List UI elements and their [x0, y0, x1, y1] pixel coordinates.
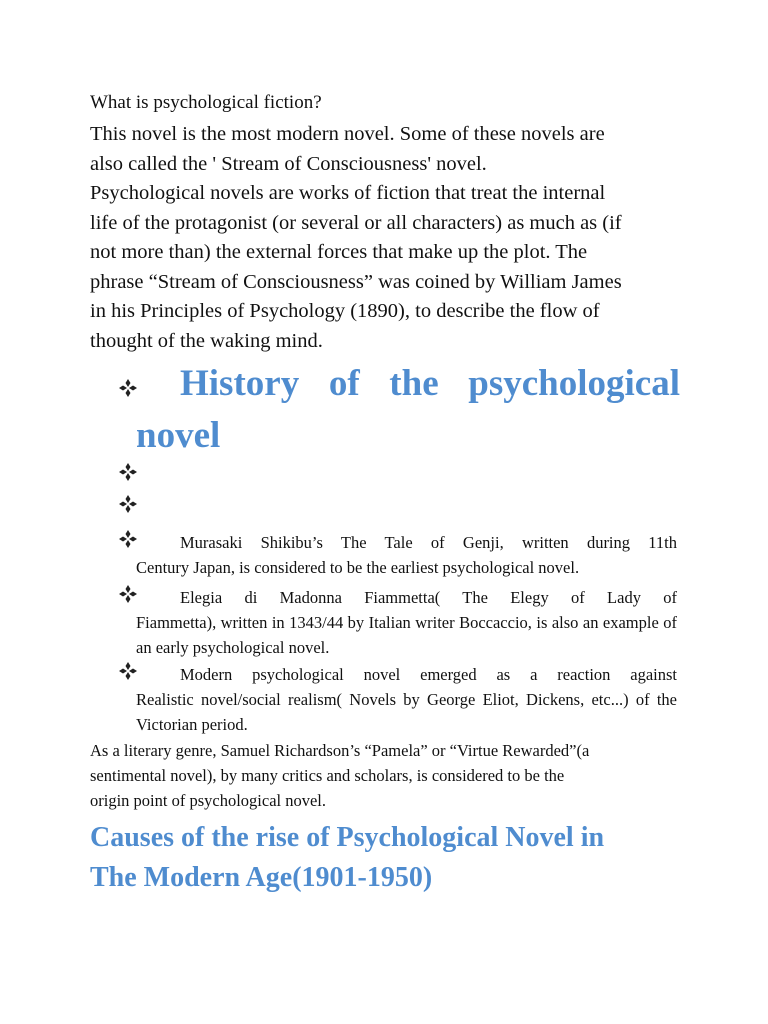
origin-line: origin point of psychological novel.: [90, 791, 327, 810]
bullet-lead-line: Murasaki Shikibu’s The Tale of Genji, written during 11th: [180, 533, 677, 552]
causes-heading: [90, 818, 690, 898]
bullet-rest: Century Japan, is considered to be the earliest psychological novel.: [136, 558, 580, 577]
bullet-rest: Realistic novel/social realism( Novels by George Eliot, Dickens, etc...) of the Victorian period.: [136, 690, 677, 734]
intro-paragraph: [90, 120, 690, 356]
bullet-rest: Fiammetta), written in 1343/44 by Italian writer Boccaccio, is also an example of an early psychological novel.: [136, 613, 677, 657]
intro-line: This novel is the most modern novel. Some of these novels are: [90, 123, 605, 145]
intro-line: life of the protagonist (or several or all characters) as much as (if: [90, 211, 622, 234]
origin-line: As a literary genre, Samuel Richardson’s “Pamela” or “Virtue Rewarded”(a: [90, 741, 590, 760]
bullet-lead-line: Modern psychological novel emerged as a reaction against: [180, 665, 677, 684]
diamond-bullet-icon: [118, 378, 138, 398]
diamond-bullet-icon: [118, 462, 138, 482]
origin-line: sentimental novel), by many critics and scholars, is considered to be the: [90, 766, 565, 785]
intro-line: not more than) the external forces that make up the plot. The: [90, 241, 588, 263]
bullet-item: [136, 662, 677, 737]
causes-heading-line2: The Modern Age(1901-1950): [90, 862, 433, 893]
intro-line: phrase “Stream of Consciousness” was coined by William James: [90, 270, 622, 293]
bullet-lead-line: Elegia di Madonna Fiammetta( The Elegy of Lady of: [180, 588, 677, 607]
history-heading-line1: History of the psychological: [180, 363, 680, 404]
bullet-item: [136, 530, 677, 580]
causes-heading-line1: Causes of the rise of Psychological Novel in: [90, 822, 605, 853]
origin-paragraph: [90, 738, 650, 813]
bullet-item: [136, 585, 677, 660]
diamond-bullet-icon: [118, 584, 138, 604]
intro-line: thought of the waking mind.: [90, 329, 323, 352]
diamond-bullet-icon: [118, 494, 138, 514]
intro-line: also called the ' Stream of Consciousness' novel.: [90, 152, 487, 175]
history-heading: [136, 358, 680, 462]
intro-line: in his Principles of Psychology (1890), to describe the flow of: [90, 300, 600, 322]
question-line: What is psychological fiction?: [90, 92, 322, 113]
history-heading-line2: novel: [136, 415, 221, 456]
intro-line: Psychological novels are works of fiction that treat the internal: [90, 182, 606, 204]
diamond-bullet-icon: [118, 529, 138, 549]
diamond-bullet-icon: [118, 661, 138, 681]
